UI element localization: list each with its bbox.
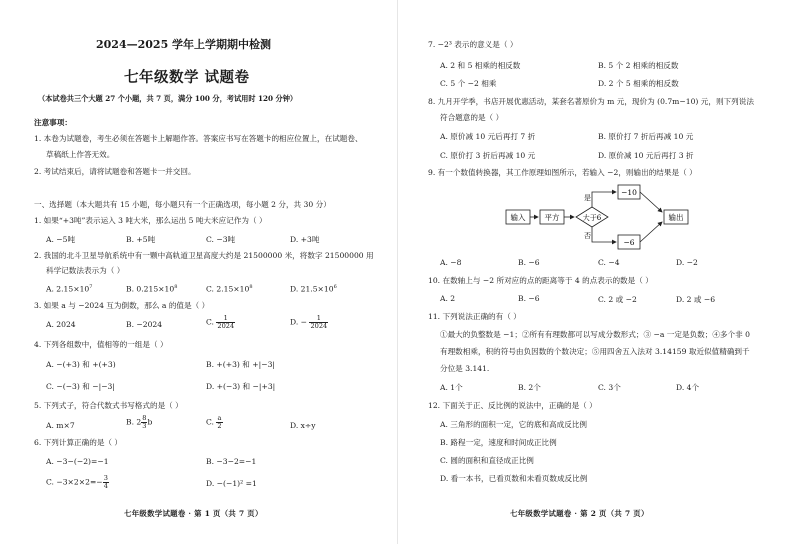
flow-input-box [506, 210, 530, 224]
q6-option-c[interactable]: C. −3×2×2=− $\frac{3}{4}$ [46, 474, 108, 490]
q2-option-c[interactable]: C. $2.15\times 10^8$ [206, 284, 253, 294]
svg-text:平方: 平方 [544, 213, 560, 222]
q8-stem-cont: 符合题意的是（ ） [440, 113, 504, 122]
left-footer: 七年级数学试题卷 · 第 1 页（共 7 页） [124, 509, 263, 518]
q11-stem: 11. 下列说法正确的有（ ） [428, 312, 521, 321]
q8-option-b[interactable]: B. 原价打 7 折后再减 10 元 [598, 132, 694, 141]
q7-stem: 7. −2³ 表示的意义是（ ） [428, 40, 518, 49]
q12-option-d[interactable]: D. 看一本书，已看页数和未看页数成反比例 [440, 474, 588, 483]
note-1-cont: 草稿纸上作答无效。 [46, 150, 115, 159]
q4-option-c[interactable]: C. −(−3) 和 −|−3| [46, 382, 115, 391]
q7-option-d[interactable]: D. 2 个 5 相乘的相反数 [598, 79, 679, 88]
q4-stem: 4. 下列各组数中，值相等的一组是（ ） [34, 340, 168, 349]
q1-option-a[interactable]: A. −5吨 [46, 235, 76, 244]
q3-option-c[interactable]: C. $\frac{1}{2024}$ [206, 314, 235, 330]
q9-option-b[interactable]: B. −6 [518, 258, 540, 267]
q2-option-b[interactable]: B. $0.215\times 10^8$ [126, 284, 178, 294]
section-1-heading: 一、选择题（本大题共有 15 小题，每小题只有一个正确选项，每小题 2 分，共 30 分） [34, 200, 331, 209]
q10-option-d[interactable]: D. 2 或 −6 [676, 295, 716, 304]
q3-option-d[interactable]: D. − $\frac{1}{2024}$ [290, 314, 328, 330]
q5-option-b[interactable]: B. 2 $\frac{8}{3}$ b [126, 414, 153, 430]
q11-line-2: 有理数相乘，积的符号由负因数的个数决定；⑤用四舍五入法对 3.14159 取近似值精确到千 [440, 347, 750, 356]
q4-option-a[interactable]: A. −(+3) 和 +(+3) [46, 360, 116, 369]
q7-option-a[interactable]: A. 2 和 5 相乘的相反数 [440, 61, 521, 70]
q4-option-d[interactable]: D. +(−3) 和 −|+3| [206, 382, 276, 391]
q2-option-d[interactable]: D. $21.5\times 10^6$ [290, 284, 337, 294]
right-footer: 七年级数学试题卷 · 第 2 页（共 7 页） [510, 509, 649, 518]
q2-stem: 2. 我国的北斗卫星导航系统中有一颗中高轨道卫星高度大约是 21500000 米，将数字 21500000 用 [34, 251, 374, 260]
q9-flowchart [488, 180, 728, 256]
q1-option-b[interactable]: B. +5吨 [126, 235, 156, 244]
exam-info: （本试卷共三个大题 27 个小题，共 7 页，满分 100 分，考试用时 120 分钟） [38, 94, 298, 103]
exam-header: 2024—2025 学年上学期期中检测 [96, 38, 272, 51]
q11-option-d[interactable]: D. 4个 [676, 383, 700, 392]
q11-option-c[interactable]: C. 3个 [598, 383, 621, 392]
q5-option-d[interactable]: D. x÷y [290, 421, 316, 430]
q12-option-c[interactable]: C. 圆的面积和直径成正比例 [440, 456, 534, 465]
flow-yes-label: 是 [584, 194, 591, 202]
q10-option-a[interactable]: A. 2 [440, 294, 456, 303]
q2-option-a[interactable]: A. $2.15\times 10^7$ [46, 284, 93, 294]
q10-option-b[interactable]: B. −6 [518, 294, 540, 303]
q6-option-b[interactable]: B. −3−2=−1 [206, 457, 257, 466]
q3-option-a[interactable]: A. 2024 [46, 320, 76, 329]
q8-option-c[interactable]: C. 原价打 3 折后再减 10 元 [440, 151, 536, 160]
q12-option-b[interactable]: B. 路程一定，速度和时间成正比例 [440, 438, 557, 447]
q10-stem: 10. 在数轴上与 −2 所对应的点的距离等于 4 的点表示的数是（ ） [428, 276, 653, 285]
q11-option-b[interactable]: B. 2个 [518, 383, 541, 392]
q2-stem-cont: 科学记数法表示为（ ） [46, 266, 125, 275]
q10-option-c[interactable]: C. 2 或 −2 [598, 295, 637, 304]
q11-line-3: 分位是 3.141. [440, 364, 490, 373]
q1-option-c[interactable]: C. −3吨 [206, 235, 236, 244]
right-page [397, 0, 794, 544]
q6-option-d[interactable]: D. −(−1)² =1 [206, 479, 257, 488]
q7-option-b[interactable]: B. 5 个 2 相乘的相反数 [598, 61, 679, 70]
q9-option-c[interactable]: C. −4 [598, 258, 620, 267]
q5-option-a[interactable]: A. m×7 [46, 421, 75, 430]
flow-no-label: 否 [584, 232, 591, 240]
q8-option-d[interactable]: D. 原价减 10 元后再打 3 折 [598, 151, 694, 160]
flow-condition-diamond [576, 207, 608, 227]
q11-line-1: ①最大的负整数是 −1；②所有有理数都可以写成分数形式；③ −a 一定是负数；④多个非 0 [440, 330, 750, 339]
q1-option-d[interactable]: D. +3吨 [290, 235, 320, 244]
q8-stem: 8. 九月开学季，书店开展优惠活动，某套名著原价为 m 元，现价为 (0.7m−10) 元，则下列说法 [428, 97, 754, 106]
q3-option-b[interactable]: B. −2024 [126, 320, 163, 329]
flow-minus6-box [618, 235, 640, 249]
q9-option-a[interactable]: A. −8 [440, 258, 462, 267]
svg-text:大于6: 大于6 [582, 214, 602, 222]
note-1: 1. 本卷为试题卷，考生必须在答题卡上解题作答。答案应书写在答题卡的相应位置上，在试题卷、 [34, 134, 363, 143]
q1-stem: 1. 如果“+3吨”表示运入 3 吨大米，那么运出 5 吨大米应记作为（ ） [34, 216, 267, 225]
q11-option-a[interactable]: A. 1个 [440, 383, 463, 392]
q12-option-a[interactable]: A. 三角形的面积一定，它的底和高成反比例 [440, 420, 587, 429]
q5-stem: 5. 下列式子，符合代数式书写格式的是（ ） [34, 401, 183, 410]
q12-stem: 12. 下面关于正、反比例的说法中，正确的是（ ） [428, 401, 597, 410]
flow-output-box [664, 210, 688, 224]
q6-option-a[interactable]: A. −3−(−2)=−1 [46, 457, 109, 466]
q5-option-c[interactable]: C. $\frac{a}{2}$ [206, 414, 222, 430]
svg-text:输入: 输入 [510, 213, 526, 222]
notes-heading: 注意事项： [34, 118, 72, 127]
note-2: 2. 考试结束后，请将试题卷和答题卡一并交回。 [34, 167, 196, 176]
q9-option-d[interactable]: D. −2 [676, 258, 698, 267]
q4-option-b[interactable]: B. +(+3) 和 +|−3| [206, 360, 275, 369]
q3-stem: 3. 如果 a 与 −2024 互为倒数，那么 a 的值是（ ） [34, 301, 210, 310]
q7-option-c[interactable]: C. 5 个 −2 相乘 [440, 79, 497, 88]
flow-square-box [540, 210, 564, 224]
q6-stem: 6. 下列计算正确的是（ ） [34, 438, 123, 447]
flow-minus10-box [618, 185, 640, 199]
q8-option-a[interactable]: A. 原价减 10 元后再打 7 折 [440, 132, 536, 141]
svg-text:−10: −10 [621, 188, 637, 197]
exam-title: 七年级数学 试题卷 [124, 69, 250, 86]
svg-text:−6: −6 [623, 238, 635, 247]
q9-stem: 9. 有一个数值转换器，其工作原理如图所示，若输入 −2，则输出的结果是（ ） [428, 168, 697, 177]
svg-text:输出: 输出 [668, 213, 684, 222]
